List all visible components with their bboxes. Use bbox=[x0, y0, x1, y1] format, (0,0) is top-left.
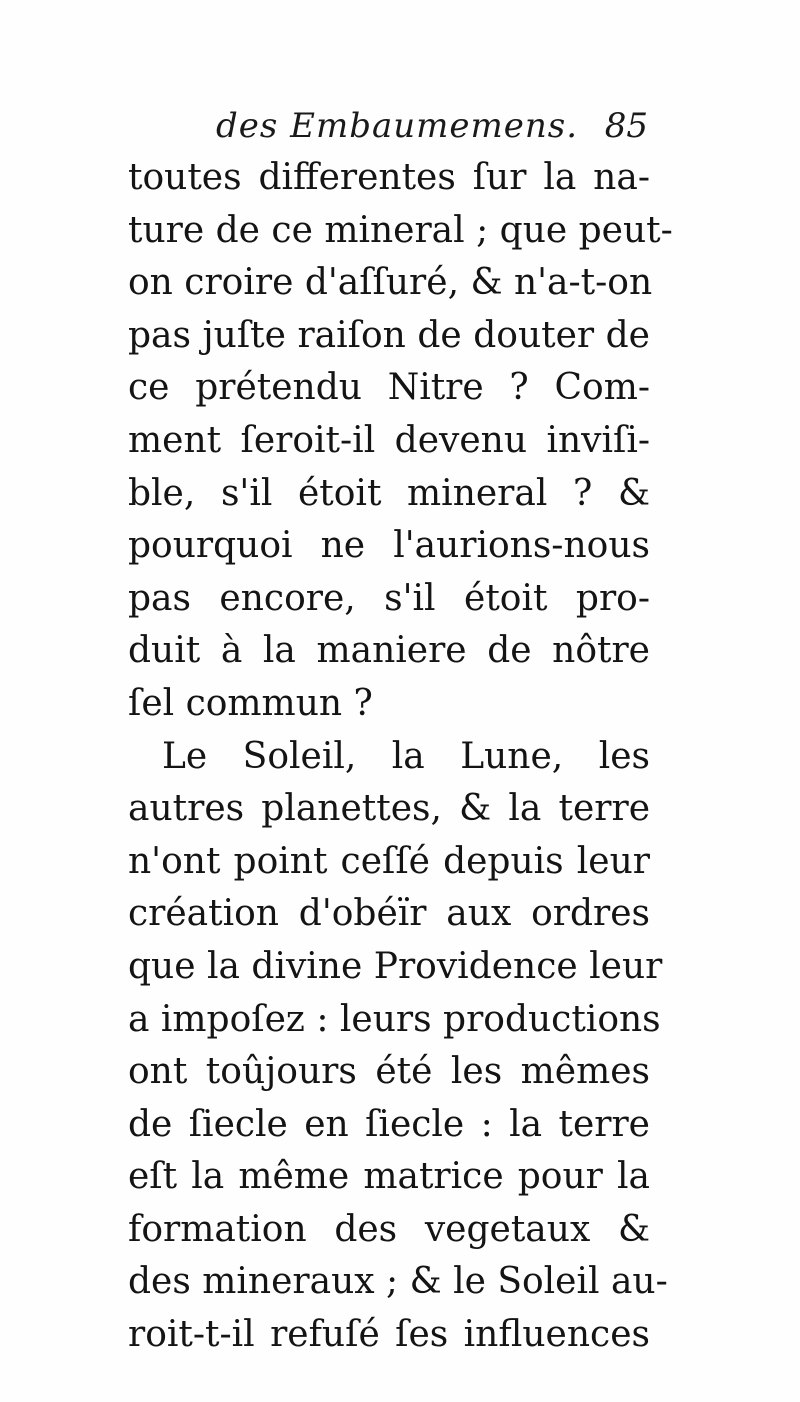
text-line: que la divine Providence leur bbox=[128, 945, 663, 987]
text-line: ture de ce mineral ; que peut- bbox=[128, 209, 673, 251]
text-line: duit à la maniere de nôtre bbox=[128, 630, 650, 672]
text-line: on croire d'aſſuré, & n'a-t-on bbox=[128, 262, 653, 304]
text-line: ont toûjours été les mêmes bbox=[128, 1051, 650, 1093]
text-line: ment ſeroit-il devenu inviſi- bbox=[128, 419, 650, 461]
text-line: roit-t-il refuſé ſes influences bbox=[128, 1314, 650, 1356]
paragraph-first-line: Le Soleil, la Lune, les bbox=[162, 735, 650, 777]
text-line: pas juſte raiſon de douter de bbox=[128, 314, 650, 356]
body-text bbox=[128, 152, 673, 1362]
text-line: autres planettes, & la terre bbox=[128, 788, 650, 830]
text-line: pourquoi ne l'aurions-nous bbox=[128, 525, 650, 567]
text-line: pas encore, s'il étoit pro- bbox=[128, 577, 650, 619]
running-title: des Embaumemens. bbox=[216, 106, 579, 146]
text-line: de ſiecle en ſiecle : la terre bbox=[128, 1103, 650, 1145]
text-line: ſel commun ? bbox=[128, 682, 373, 724]
text-line: n'ont point ceſſé depuis leur bbox=[128, 840, 650, 882]
text-line: eſt la même matrice pour la bbox=[128, 1156, 650, 1198]
running-head bbox=[128, 100, 656, 152]
text-line: ble, s'il étoit mineral ? & bbox=[128, 472, 650, 514]
text-line: ce prétendu Nitre ? Com- bbox=[128, 367, 650, 409]
text-line: toutes differentes ſur la na- bbox=[128, 157, 650, 198]
text-line: formation des vegetaux & bbox=[128, 1208, 650, 1250]
text-line: des mineraux ; & le Soleil au- bbox=[128, 1261, 668, 1303]
page-number: 85 bbox=[604, 106, 648, 146]
text-line: création d'obéïr aux ordres bbox=[128, 893, 650, 935]
text-line: a impoſez : leurs productions bbox=[128, 998, 661, 1040]
